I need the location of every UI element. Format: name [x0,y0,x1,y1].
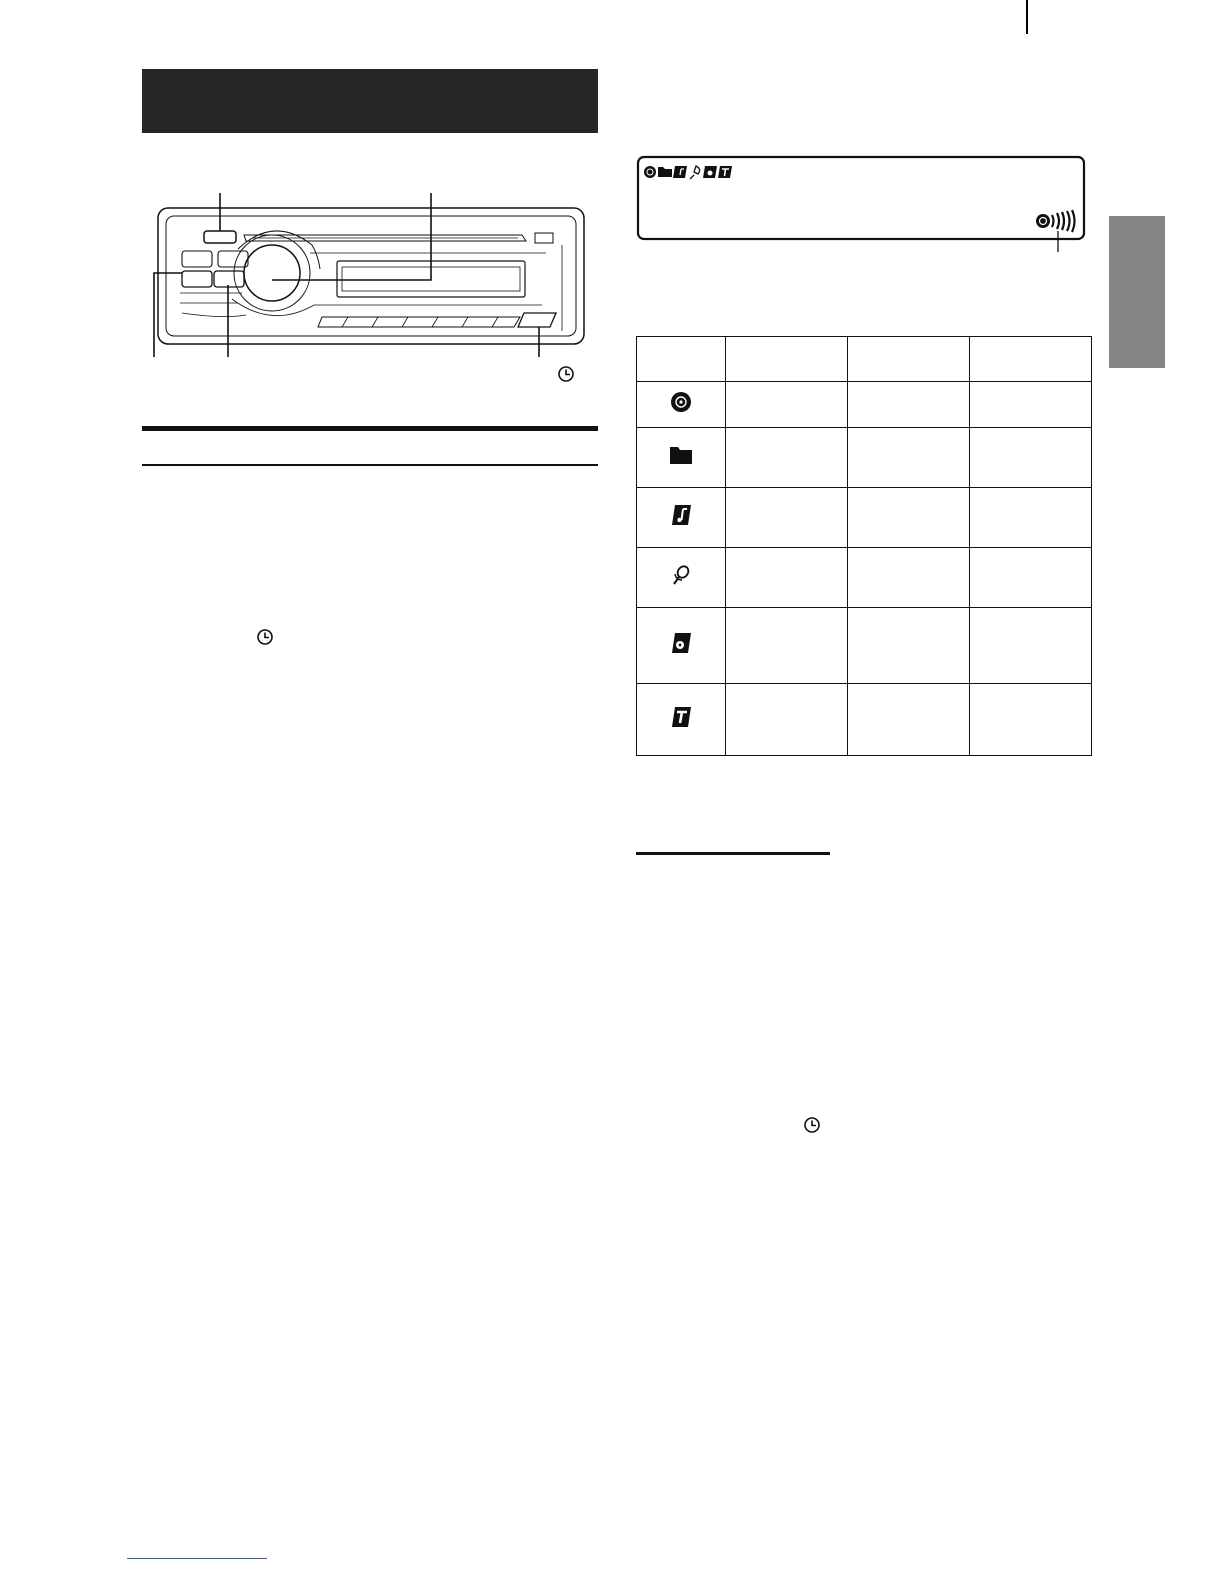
section-rule-thin [142,464,598,466]
table-cell [970,382,1092,428]
table-cell [970,488,1092,548]
cd-text-icon [703,166,717,178]
table-cell [970,428,1092,488]
table-cell [726,684,848,756]
icon-cell [637,548,726,608]
subheading-rule [636,852,830,855]
header-cell [848,337,970,382]
table-cell [726,382,848,428]
table-row [637,382,1092,428]
table-cell [726,488,848,548]
table-row [637,684,1092,756]
table-cell [970,684,1092,756]
display-panel [636,155,1088,255]
table-row [637,488,1092,548]
title-icon [670,706,692,728]
music-file-icon [670,504,692,526]
header-cell [726,337,848,382]
table-cell [848,382,970,428]
table-cell [848,428,970,488]
table-cell [848,548,970,608]
icon-cell [637,488,726,548]
crop-mark [1026,0,1028,34]
disc-icon [670,391,692,413]
table-cell [848,684,970,756]
icon-cell [637,608,726,684]
header-cell [970,337,1092,382]
head-unit-diagram [142,185,602,395]
table-header-row [637,337,1092,382]
clock-icon [559,367,573,381]
music-file-icon [673,166,687,178]
icon-cell [637,684,726,756]
header-cell [637,337,726,382]
table-cell [970,608,1092,684]
cd-text-icon [670,632,692,654]
icon-cell [637,382,726,428]
table-cell [848,488,970,548]
section-rule-thick [142,426,598,431]
table-cell [726,608,848,684]
title-icon [718,166,732,178]
disc-icon [644,166,656,178]
table-row [637,608,1092,684]
table-cell [848,608,970,684]
clock-icon [257,629,273,645]
table-cell [726,428,848,488]
mic-icon [670,564,692,586]
icon-table [636,336,1092,756]
clock-icon [804,1117,820,1133]
side-tab [1109,216,1165,368]
icon-cell [637,428,726,488]
section-title-bar [142,69,598,133]
footer-link[interactable] [127,1558,267,1559]
table-cell [970,548,1092,608]
folder-icon [669,445,693,465]
table-cell [726,548,848,608]
table-row [637,428,1092,488]
table-row [637,548,1092,608]
